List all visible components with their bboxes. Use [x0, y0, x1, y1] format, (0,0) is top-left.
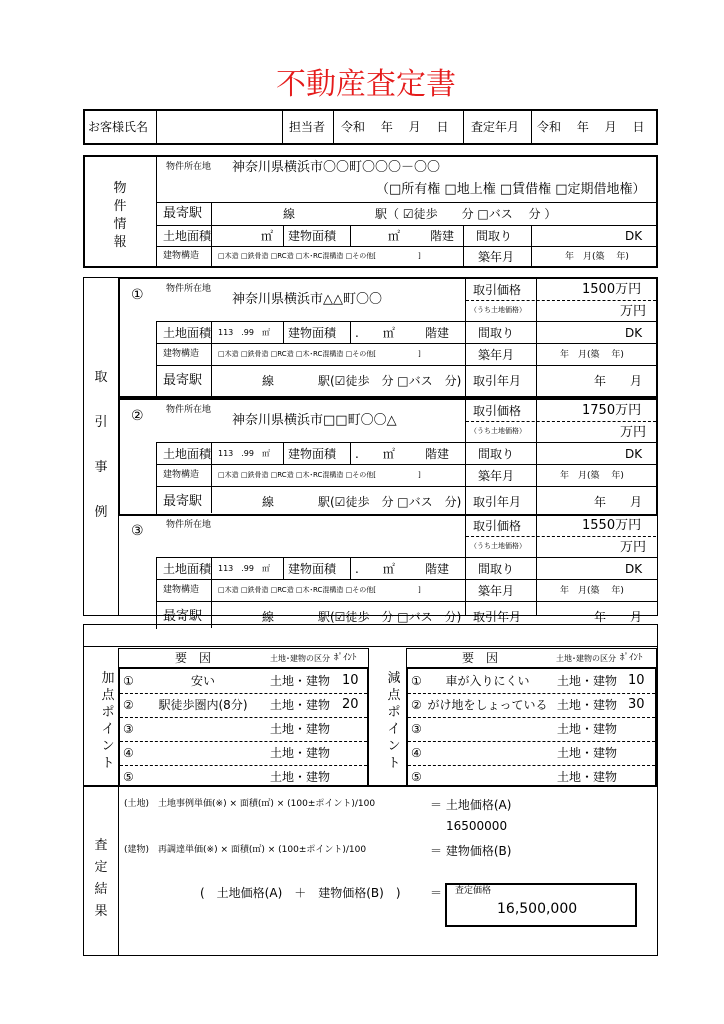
case-price: 1750万円: [582, 403, 642, 418]
case-location: 神奈川県横浜市□□町〇〇△: [232, 413, 397, 428]
case-price-label: 取引価格: [473, 519, 522, 533]
case-building-area-label: 建物面積: [288, 326, 337, 340]
case-structure-options: □木造 □鉄骨造 □RC造 □木･RC混構造 □その他[ ]: [218, 350, 421, 358]
factor-num: ③: [411, 722, 422, 736]
case-location-label: 物件所在地: [166, 520, 212, 530]
factor-kind: 土地・建物: [557, 770, 618, 784]
customer-label: お客様氏名: [88, 120, 149, 134]
case-land-price-unit: 万円: [620, 304, 647, 319]
document-title: 不動産査定書: [276, 67, 456, 102]
plus-header-factor: 要 因: [175, 651, 212, 665]
case-dk: DK: [625, 447, 643, 461]
factor-kind: 土地・建物: [557, 674, 618, 688]
case-date-value: 年 月: [594, 374, 643, 388]
factor-num: ③: [123, 722, 134, 736]
factor-kind: 土地・建物: [270, 698, 331, 712]
property-layout-label: 間取り: [476, 229, 513, 243]
case-station-line: 線: [262, 495, 275, 509]
case-layout-label: 間取り: [478, 562, 515, 576]
case-structure-label: 建物構造: [163, 349, 200, 359]
case-station-line: 線: [262, 610, 275, 624]
case-location: 神奈川県横浜市△△町〇〇: [232, 292, 382, 307]
case-built-label: 築年月: [478, 348, 515, 362]
case-land-price-label: （うち土地価格）: [470, 427, 526, 435]
case-station-line: 線: [262, 374, 275, 388]
factor-point: 10: [628, 673, 645, 688]
factor-kind: 土地・建物: [557, 722, 618, 736]
property-location: 神奈川県横浜市〇〇町〇〇〇－〇〇: [232, 160, 441, 175]
result-section: [83, 786, 658, 956]
case-layout-label: 間取り: [478, 447, 515, 461]
plus-header-kind: 土地･建物の区分: [270, 654, 330, 663]
case-structure-options: □木造 □鉄骨造 □RC造 □木･RC混構造 □その他[ ]: [218, 471, 421, 479]
case-floors: 階建: [425, 562, 450, 576]
case-structure-label: 建物構造: [163, 470, 200, 480]
case-price: 1550万円: [582, 518, 642, 533]
building-formula: (建物) 再調達単価(※) × 面積(㎡) × (100±ポイント)/100: [124, 845, 367, 855]
case-number: ②: [131, 408, 144, 424]
factor-num: ①: [123, 674, 134, 688]
factor-kind: 土地・建物: [270, 722, 331, 736]
factor-point: 20: [342, 697, 359, 712]
factor-num: ④: [123, 746, 134, 760]
case-land-price-label: （うち土地価格）: [470, 542, 526, 550]
case-dk: DK: [625, 562, 643, 576]
property-station-label: 最寄駅: [163, 206, 203, 221]
case-building-area-value: . ㎡: [355, 326, 395, 340]
property-structure-label: 建物構造: [163, 251, 200, 261]
case-land-area-label: 土地面積: [163, 326, 212, 340]
case-land-area-label: 土地面積: [163, 447, 212, 461]
case-structure-options: □木造 □鉄骨造 □RC造 □木･RC混構造 □その他[ ]: [218, 586, 421, 594]
minus-points-label: 減点ポイント: [387, 671, 401, 771]
plus-header-point: ﾎﾟｲﾝﾄ: [334, 653, 357, 663]
land-formula: (土地) 土地事例単価(※) × 面積(㎡) × (100±ポイント)/100: [124, 799, 376, 809]
factor-text: がけ地をしょっている: [427, 698, 548, 712]
minus-header-factor: 要 因: [462, 651, 499, 665]
case-date-value: 年 月: [594, 610, 643, 624]
case-built-label: 築年月: [478, 584, 515, 598]
staff-date: 令和 年 月 日: [341, 120, 449, 134]
case-location-label: 物件所在地: [166, 284, 212, 294]
case-built-value: 年 月(築 年): [560, 586, 624, 596]
assess-label: 査定年月: [471, 120, 520, 134]
assessed-value: 16,500,000: [497, 901, 578, 917]
factor-num: ⑤: [411, 770, 422, 784]
case-date-value: 年 月: [594, 495, 643, 509]
case-land-price-label: （うち土地価格）: [470, 306, 526, 314]
case-dk: DK: [625, 326, 643, 340]
factor-kind: 土地・建物: [270, 746, 331, 760]
case-station-value: 駅(☑徒歩 分 □バス 分): [318, 374, 462, 388]
case-price-label: 取引価格: [473, 404, 522, 418]
case-station-label: 最寄駅: [163, 609, 203, 624]
case-layout-label: 間取り: [478, 326, 515, 340]
case-location-label: 物件所在地: [166, 405, 212, 415]
factor-kind: 土地・建物: [557, 698, 618, 712]
case-land-area-value: 113 .99 ㎡: [218, 564, 270, 573]
case-number: ①: [131, 287, 144, 303]
factor-kind: 土地・建物: [557, 746, 618, 760]
case-building-area-label: 建物面積: [288, 447, 337, 461]
land-value: 16500000: [446, 819, 508, 833]
factor-text: 車が入りにくい: [445, 674, 530, 688]
assess-date: 令和 年 月 日: [537, 120, 645, 134]
case-date-label: 取引年月: [473, 374, 522, 388]
property-floors: 階建: [430, 229, 455, 243]
property-building-m2: ㎡: [388, 229, 401, 243]
factor-num: ②: [123, 698, 134, 712]
case-station-value: 駅(☑徒歩 分 □バス 分): [318, 610, 462, 624]
case-number: ③: [131, 523, 144, 539]
case-station-label: 最寄駅: [163, 373, 203, 388]
case-price: 1500万円: [582, 282, 642, 297]
case-land-area-value: 113 .99 ㎡: [218, 328, 270, 337]
case-station-value: 駅(☑徒歩 分 □バス 分): [318, 495, 462, 509]
property-station-value: 駅（ ☑徒歩 分 □バス 分 ）: [375, 207, 557, 221]
staff-label: 担当者: [289, 120, 326, 134]
case-structure-label: 建物構造: [163, 585, 200, 595]
factor-text: 駅徒歩圏内(8分): [158, 698, 248, 712]
case-date-label: 取引年月: [473, 610, 522, 624]
case-land-area-label: 土地面積: [163, 562, 212, 576]
property-building-area-label: 建物面積: [288, 229, 337, 243]
property-section-label: 物件情報: [113, 181, 127, 250]
property-rights: （□所有権 □地上権 □賃借権 □定期借地権）: [376, 182, 646, 197]
case-building-area-label: 建物面積: [288, 562, 337, 576]
case-built-label: 築年月: [478, 469, 515, 483]
factor-kind: 土地・建物: [270, 674, 331, 688]
case-built-value: 年 月(築 年): [560, 471, 624, 481]
property-built-value: 年 月(築 年): [565, 252, 629, 262]
cases-section-label: 取引事例: [94, 370, 108, 520]
case-land-price-unit: 万円: [620, 540, 647, 555]
building-eq: ＝ 建物価格(B): [430, 844, 512, 858]
minus-header-point: ﾎﾟｲﾝﾄ: [620, 653, 643, 663]
sum-eq: ＝: [430, 886, 443, 900]
result-section-label: 査定結果: [94, 838, 108, 919]
factor-num: ②: [411, 698, 422, 712]
case-land-area-value: 113 .99 ㎡: [218, 449, 270, 458]
case-floors: 階建: [425, 447, 450, 461]
sum-formula: ( 土地価格(A) ＋ 建物価格(B) ): [200, 886, 401, 900]
case-building-area-value: . ㎡: [355, 562, 395, 576]
case-price-label: 取引価格: [473, 283, 522, 297]
assessed-label: 査定価格: [455, 886, 492, 896]
case-land-price-unit: 万円: [620, 425, 647, 440]
property-land-m2: ㎡: [261, 229, 274, 243]
factor-num: ④: [411, 746, 422, 760]
case-station-label: 最寄駅: [163, 494, 203, 509]
minus-header-kind: 土地･建物の区分: [556, 654, 616, 663]
case-floors: 階建: [425, 326, 450, 340]
factor-num: ①: [411, 674, 422, 688]
customer-name-field[interactable]: [158, 111, 280, 143]
case-built-value: 年 月(築 年): [560, 350, 624, 360]
property-location-label: 物件所在地: [166, 162, 212, 172]
case-date-label: 取引年月: [473, 495, 522, 509]
property-land-area-label: 土地面積: [163, 229, 212, 243]
factor-text: 安い: [190, 674, 215, 688]
factor-point: 10: [342, 673, 359, 688]
factor-num: ⑤: [123, 770, 134, 784]
plus-points-label: 加点ポイント: [101, 671, 115, 771]
case-building-area-value: . ㎡: [355, 447, 395, 461]
property-structure-options: □木造 □鉄骨造 □RC造 □木･RC混構造 □その他[ ]: [218, 252, 421, 260]
land-eq: ＝ 土地価格(A): [430, 798, 512, 812]
factor-kind: 土地・建物: [270, 770, 331, 784]
property-built-label: 築年月: [478, 250, 515, 264]
property-dk: DK: [625, 229, 643, 243]
factor-point: 30: [628, 697, 645, 712]
property-station-line: 線: [283, 207, 296, 221]
